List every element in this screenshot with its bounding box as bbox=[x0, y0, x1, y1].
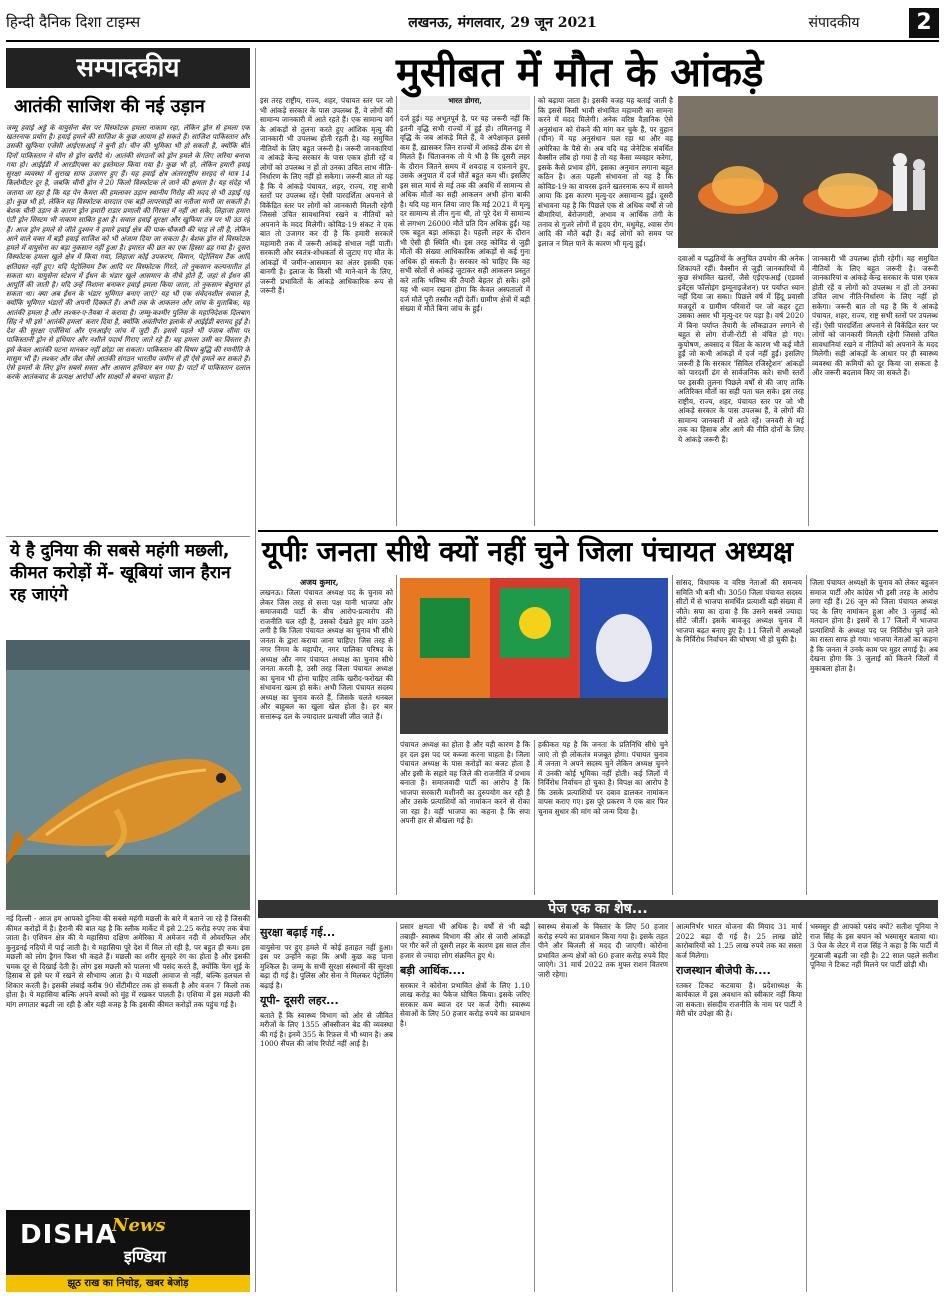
paper-name: हिन्दी दैनिक दिशा टाइम्स bbox=[6, 13, 141, 32]
bottom-col-5: भस्मसुर ही आपको पसंद क्यों? सतीश पूनिया ने राज सिंह के इस बयान को भस्मासुर बताया था। 3 पेज के लेटर में राज सिंह ने कहा है कि पार्टी में गुटबाजी बढ़ती जा रही है। 22 साल पहले सतीश पूनिया ने टिकट नहीं मिलने पर पार्टी छोड़ी थी। bbox=[810, 922, 938, 969]
top-story-headline: मुसीबत में मौत के आंकड़े bbox=[396, 50, 764, 96]
flags-illustration bbox=[400, 578, 668, 734]
disha-news-logo bbox=[6, 1210, 250, 1292]
up-story-col-1: लखनऊ। जिला पंचायत अध्यक्ष पद के चुनाव को लेकर जिस तरह से सत्ता पक्ष यानी भाजपा और समाजवादी पार्टी के बीच आरोप-प्रत्यारोप की राजनीति चल रही है, उसको देखते हुए मांग उठने लगी है कि जिला पंचायत अध्यक्ष का चुनाव भी सीधे जनता के द्वारा कराया जाना चाहिए। जिस तरह से नगर निगम के महापौर, नगर पालिका परिषद के अध्यक्ष और नगर पंचायत अध्यक्ष का चुनाव सीधे जनता करती है, उसी तरह जिला पंचायत अध्यक्ष का चुनाव भी होना चाहिए ताकि खरीद-फरोख्त की संभावना खत्म हो सके। अभी जिला पंचायत सदस्य अध्यक्ष का चुनाव करते हैं, जिसके चलते धनबल और बाहुबल का खुला खेल होता है। हर बार सत्तारूढ़ दल के ज्यादातर प्रत्याशी जीत जाते हैं। bbox=[260, 588, 393, 721]
bottom-c4-headline: राजस्थान बीजेपी के.... bbox=[676, 964, 771, 977]
fish-illustration bbox=[6, 640, 250, 910]
bottom-c2-body: प्रसार क्षमता भी अधिक है। वर्षों से भी बढ़ी तबाही- स्वास्थ्य विभाग की ओर से जारी आंकड़ों पर गौर करें तो दूसरी लहर के कारण इस साल तीन हजार से ज्यादा लोग संक्रमित हुए थे। bbox=[400, 922, 530, 960]
continued-strip: पेज एक का शेष... bbox=[258, 900, 938, 918]
page-number: 2 bbox=[909, 8, 939, 38]
section-name: संपादकीय bbox=[808, 14, 860, 31]
article-col-3-byline: भारत डोगरा, bbox=[400, 96, 530, 110]
bottom-col-4 bbox=[676, 922, 802, 1292]
article-col-3: दर्ज हुई। यह अभूतपूर्व है, पर यह जरूरी नहीं कि इतनी वृद्धि सभी राज्यों में हुई हो। तमिलनाडु में वृद्धि के जब आंकड़े मिले हैं, वे अपेक्षाकृत इससे कम हैं, ख़ासकर जिन राज्यों में आंकड़े ठीक ढंग से मिलते हैं। चिंताजनक तो ये भी है कि दूसरी लहर के दौरान जितने समय में शवदाह व दफ़नाने हुए, उसके अनुपात में दर्ज मौतें बहुत कम थीं। इसलिए इस साल मार्च से मई तक की अवधि में सामान्य से अधिक मौतों का सही आकलन अभी होना बाकी है। यदि यह मान लिया जाए कि मई 2021 में मृत्यु दर सामान्य से तीन गुना थी, तो पूरे देश में सामान्य से लगभग 26000 मौतें प्रति दिन अधिक हुईं। यह एक बहुत बड़ा आंकड़ा है। पहली लहर के दौरान भी ऐसी ही स्थिति थी। इस तरह कोविड से जुड़ी मौतों की संख्या आधिकारिक आंकड़ों से कई गुना अधिक हो सकती है। सरकार को चाहिए कि वह सभी स्रोतों से आंकड़े जुटाकर सही आकलन प्रस्तुत करे ताकि भविष्य की तैयारी बेहतर हो सके। हमें यह भी ध्यान रखना होगा कि केवल अस्पतालों में दर्ज मौतें पूरी तस्वीर नहीं देतीं। ग्रामीण क्षेत्रों में बड़ी संख्या में मौतें बिना जांच के हुईं। bbox=[400, 114, 530, 313]
bottom-c1-body-2: बताते हैं कि स्वास्थ्य विभाग को ओर से जीवित मरीजों के लिए 1355 ऑक्सीजन बेड की व्यवस्था की गई है। इनमें 355 के रिफ़ल में भी ध्यान है। अब 1000 सैंपल की जांच रिपोर्ट नहीं आई है। bbox=[260, 1010, 393, 1049]
up-story-col-5: जिला पंचायत अध्यक्षों के चुनाव को लेकर बहुजन समाज पार्टी और कांग्रेस भी इसी तरह के आरोप लगा रही हैं। 26 जून को जिला पंचायत अध्यक्ष पद के लिए नामांकन हुआ और 3 जुलाई को मतदान होना है। इसमें से 17 जिलों में भाजपा प्रत्याशियों के अध्यक्ष पद पर निर्विरोध चुने जाने का रास्ता साफ हो गया। भाजपा नेताओं का कहना है कि जनता ने उनके काम पर मुहर लगाई है। अब देखना होगा कि 3 जुलाई को कितने जिलों में मुकाबला होता है। bbox=[810, 578, 938, 673]
editorial-banner: सम्पादकीय bbox=[6, 48, 250, 88]
article-col-2: इस तरह राष्ट्रीय, राज्य, शहर, पंचायत स्तर पर जो भी आंकड़े सरकार के पास उपलब्ध हैं, वे लोगों की सामान्य जानकारी में आते रहते हैं। एक सामान्य वर्ग के आंकड़ों से तुलना करते हुए आंशिक मृत्यु की जानकारी भी उपलब्ध होती रहती है। यह समुचित नीतियों के लिए बहुत जरूरी है। जरूरी जानकारियां व आंकड़े केन्द्र सरकार के पास एकत्र होती रहें व लोगों को उपलब्ध न हों तो उनका उचित लाभ नीति-निर्धारण के लिए नहीं हो सकेगा। जरूरी बात तो यह है कि ये आंकड़े पंचायत, शहर, राज्य, राष्ट्र सभी स्तरों पर उपलब्ध रहें। ऐसी पारदर्शिता अपनाने से विकेंद्रित स्तर पर लोगों को जानकारी मिलती रहेगी जिससे उचित सावधानियां रखने व नीतियों को अपनाने के मदद मिलेगी। कोविड-19 संकट ने एक बात तो उजागर कर दी है कि हमारी सरकारें महामारी तक में जरूरी आंकड़े संभाल नहीं पातीं। सरकारी और स्वतंत्र-शोधकर्ता से जुटाए गए मौत के आंकड़ों में जमीन-आसमान का अंतर इसकी एक बानगी है। इलाज के किसी भी माने-वाने के लिए, जरूरी प्रभावितों के आंकड़े आधिकारिक रूप से जरूरी हैं। bbox=[260, 96, 393, 295]
editorial-headline: आतंकी साजिश की नई उड़ान bbox=[14, 96, 205, 117]
up-story-byline: अजय कुमार, bbox=[300, 577, 339, 587]
cremation-illustration bbox=[678, 96, 938, 248]
up-story-headline: यूपीः जनता सीधे क्यों नहीं चुने जिला पंचायत अध्यक्ष bbox=[262, 535, 794, 568]
bottom-col-2 bbox=[400, 922, 530, 1292]
bottom-col-1 bbox=[260, 922, 393, 1292]
fish-headline: ये है दुनिया की सबसे महंगी मछली, कीमत करोड़ों में- खूबियां जान हैरान रह जाएंगे bbox=[10, 541, 231, 606]
up-story-col-4: सांसद, विधायक व वरिष्ठ नेताओं की समन्वय समिति भी बनी थी। 3050 जिला पंचायत सदस्य सीटों में से भाजपा समर्थित प्रत्याशी बड़ी संख्या में जीते। सपा का दावा है कि उसने सबसे ज्यादा सीटें जीतीं। इसके बावजूद अध्यक्ष चुनाव में भाजपा बढ़त बनाए हुए है। 11 जिलों में अध्यक्षों के निर्विरोध निर्वाचन की घोषणा भी हो चुकी है। bbox=[676, 578, 802, 644]
logo-tagline: झूठ राख का निचोड़, खबर बेजोड़ bbox=[6, 1275, 250, 1292]
top-story-body-2: जानकारी भी उपलब्ध होती रहेगी। यह समुचित नीतियों के लिए बहुत जरूरी है। जरूरी जानकारियां व आंकड़े केन्द्र सरकार के पास एकत्र होती रहें व लोगों को उपलब्ध न हों तो उनका उचित लाभ नीति-निर्धारण के लिए नहीं हो सकेगा। जरूरी बात तो यह है कि ये आंकड़े पंचायत, शहर, राज्य, राष्ट्र सभी स्तरों पर उपलब्ध रहें। ऐसी पारदर्शिता अपनाने से विकेंद्रित स्तर पर लोगों को जानकारी मिलती रहेगी जिससे उचित सावधानियां रखने व नीतियों को अपनाने के मदद मिलेगी। सही आंकड़ों के आधार पर ही स्वास्थ्य व्यवस्था की कमियों को दूर किया जा सकता है और जरूरी बदलाव किए जा सकते हैं। bbox=[812, 254, 938, 377]
up-story-col-3: हकीकत यह है कि जनता के प्रतिनिधि सीधे चुने जाएं तो ही लोकतंत्र मजबूत होगा। पंचायत चुनाव में जनता ने अपने सदस्य चुने लेकिन अध्यक्ष चुनने में उनकी कोई भूमिका नहीं होती। कई जिलों में निर्विरोध निर्वाचन हो चुका है। विपक्ष का आरोप है कि उसके प्रत्याशियों पर दबाव डालकर नामांकन वापस कराए गए। इस पूरे प्रकरण ने एक बार फिर चुनाव सुधार की मांग को जन्म दिया है। bbox=[538, 740, 668, 816]
up-story-col-2: पंचायत अध्यक्ष का होता है और यही कारण है कि हर दल इस पद पर कब्जा करना चाहता है। जिला पंचायत अध्यक्ष के पास करोड़ों का बजट होता है और इसी के सहारे वह जिले की राजनीति में प्रभाव बनाता है। समाजवादी पार्टी का आरोप है कि भाजपा सरकारी मशीनरी का दुरुपयोग कर रही है और उसके प्रत्याशियों को नामांकन करने से रोका जा रहा है। वहीं भाजपा का कहना है कि सपा अपनी हार से बौखला गई है। bbox=[400, 740, 530, 825]
bottom-c2-headline: बड़ी आर्थिक.... bbox=[400, 964, 466, 977]
cremation-photo bbox=[678, 96, 938, 248]
editorial-body: जम्मू हवाई अड्डे के वायुसेना बेस पर विस्फोटक हमला नाकाम रहा, लेकिन ड्रोन से हमला एक खतरनाक प्रयोग है। हवाई हमले की साजिश के कुछ आयाम हो सकते हैं। साजिश पाकिस्तान और उसकी खुफिया एजेंसी आईएसआई ने बुनी हो। चीन की भूमिका भी हो सकती है, क्योंकि बीते दिनों पाकिस्तान ने चीन से ड्रोन खरीदे थे। आतंकी संगठनों को ड्रोन हमले के लिए जरिया बनाया गया हो। आईईडी में आरडीएक्स का इस्तेमाल किया गया है। कुछ भी हो, लेकिन हमारी हवाई सुरक्षा व्यवस्था में सुराख साफ उजागर हुए हैं। यह हवाई क्षेत्र अंतरराष्ट्रीय सरहद से मात्र 14 किलोमीटर दूर है, जबकि चीनी ड्रोन ने 20 किलो विस्फोटक ले जाने की क्षमता है। यह संदेह भी जताया जा रहा है कि यह पेन कैमरा की हमलावर उड़ान स्थानीय गिरोह की मदद से भी उड़ाई गई हो। कुछ भी हो, लेकिन यह विस्फोटक वारदात एक बड़ी लापरवाही का नतीजा मानी जा सकती है। बेशक चीनी उड़ान के कारण ड्रोन हमारी राडार प्रणाली की गिरफ्त में नहीं आ सके, लिहाजा हमारा एंटी ड्रोन सिस्टम भी नाकाम साबित हुआ है। सवाल हवाई सुरक्षा और खुफिया तंत्र पर भी उठ रहे हैं। आज ड्रोन हमले से जीते दुश्मन ने हमारे हवाई क्षेत्र की पाक-चौकसी की चाह ले ली है, लेकिन आने वाले वक्त में बड़ी हवाई साजिश को भी अंजाम दिया जा सकता है। बेशक ड्रोन से विस्फोटक हमले में वायुसेना का बड़ा नुकसान नहीं हुआ है। इमारत की छत का एक हिस्सा ढह गया है। दूसरा विस्फोटक हमला खुले क्षेत्र में किया गया, लिहाजा कोई उपकरण, विमान, पेट्रोलियम टैंक आदि क्षतिग्रस्त नहीं हुए। यदि पेट्रोलियम टैंक आदि पर विस्फोटक गिरते, तो नुकसान कल्पनातीत हो सकता था। वायुसेना स्टेशन में ईंधन के भंडार खुले आसमान के नीचे होते हैं, जहां से ईंधन की आपूर्ति की जाती है। यदि उन्हें निशाना बनाकर हवाई हमला किया जाता, तो नुकसान बेशुमार हो सकता था। क्या अब ईंधन के भंडार भूमिगत बनाए जाएं? यह भी एक संवेदनशील सवाल है, क्योंकि भूमिगत भंडारों की अपनी दिक्कतें हैं। अभी तक के आकलन और जांच के मुताबिक, यह आतंकी हमला है और लश्कर-ए-तैयबा ने कराया है। जम्मू-कश्मीर पुलिस के महानिदेशक दिलबाग सिंह ने भी इसे 'आतंकी हमला' करार दिया है, क्योंकि अवंतीपोरा इलाके से आईईडी बरामद हुई है। देश की सुरक्षा एजेंसियां और एनआईए जांच में जुटी हैं। इससे पहले भी पंजाब सीमा पर पाकिस्तानी ड्रोन से हथियार और नशीले पदार्थ गिराए जाते रहे हैं। यह हमला उसी का विस्तार है। इसे केवल आतंकी घटना मानकर नहीं छोड़ा जा सकता। पाकिस्तान की विषम बुद्धि की रणनीति के मासूम भी हैं। लश्कर और जैश जैसे आतंकी संगठन भारतीय जमीन से ही ऐसे हमले कर सकते हैं। ऐसे हमलों के लिए ड्रोन सबसे सस्ता और आसान हथियार बन गया है। पाटों में पाकिस्तान दलाल करके आतंकवाद के प्रत्यक्ष आरोपों और साक्ष्यों से बचना चाहता है। bbox=[6, 124, 250, 382]
bottom-c1-headline-2: यूपी- दूसरी लहर... bbox=[260, 994, 339, 1008]
bottom-col-3: स्वास्थ्य सेवाओं के विस्तार के लिए 50 हजार करोड़ रुपये का प्रावधान किया गया है। इसके तहत पीने और बिजली से मदद दी जाएगी। कोरोना प्रभावित अन्य क्षेत्रों को 60 हजार करोड़ रुपये दिए जाएंगे। 31 मार्च 2022 तक मुफ्त राशन वितरण जारी रहेगा। bbox=[538, 922, 668, 979]
logo-script: News bbox=[112, 1215, 166, 1236]
party-flags-photo bbox=[400, 578, 668, 734]
top-story-body: दवाओं व पद्धतियों के अनुचित उपयोग की अनेक शिकायतें रहीं। वैक्सीन से जुड़ी जानकारियों में कुछ संभावित खतरों, जैसे एईएफआई (एडवर्स इवेंट्स फॉलोइंग इम्यूनाइजेशन) पर पर्याप्त ध्यान नहीं दिया जा सका। पिछले वर्ष में हिंदू प्रवासी मजदूरों व ग्रामीण परिवारों पर जो कहर टूटा उसका असर भी मृत्यु-दर पर पड़ा है। वर्ष 2020 में बिना पर्याप्त तैयारी के लॉकडाउन लगाने से बहुत से लोग रोजी-रोटी से वंचित हो गए। कुपोषण, अवसाद व चिंता के कारण भी कई मौतें हुईं जो कभी आंकड़ों में दर्ज नहीं हुईं। इसलिए जरूरी है कि सरकार 'सिविल रजिस्ट्रेशन' आंकड़ों को पारदर्शी ढंग से सार्वजनिक करे। सभी स्तरों पर इसकी तुलना पिछले वर्षों से की जाए ताकि अतिरिक्त मौतों का सही पता चल सके। इस तरह राष्ट्रीय, राज्य, शहर, पंचायत स्तर पर जो भी आंकड़े सरकार के पास उपलब्ध हैं, वे लोगों की सामान्य जानकारी में आते रहें। जनवरी से मई तक का हिसाब और आगे की नीति दोनों के लिए ये आंकड़े जरूरी हैं। bbox=[678, 254, 804, 444]
article-col-4: को बढ़ाया जाता है। इसकी वजह यह बताई जाती है कि इससे किसी भावी संभावित महामारी का सामना करने में मदद मिलेगी। अनेक वरिष्ठ वैज्ञानिक ऐसे अनुसंधान को रोकने की मांग कर चुके हैं, पर वुहान (चीन) में यह अनुसंधान चल रहा था और वह अमेरिका के पैसे से। अब यदि यह जेनेटिक संवर्धित वैक्सीन लॉब हो गया है तो यह कैसा व्यवहार करेगा, इसके कैसे प्रभाव होंगे, इसका अनुमान लगाना बहुत कठिन है। अतः पहली संभावना तो यह है कि कोविड-19 का वायरस इतने खतरनाक रूप में सामने आया कि इस कारण मृत्यु-दर असामान्य हुई। दूसरी संभावना यह है कि पिछले एक से अधिक वर्षों से जो बीमारियां, बेरोजगारी, अभाव व आर्थिक तंगी के तनाव से गुजरे लोगों में हृदय रोग, मधुमेह, श्वास रोग आदि की मौतें बढ़ी हैं। कई लोगों को समय पर इलाज न मिल पाने के कारण भी मृत्यु हुई। bbox=[538, 96, 673, 248]
logo-subbrand: इण्डिया bbox=[124, 1247, 166, 1266]
arowana-fish-photo bbox=[6, 640, 250, 910]
bottom-c4-body: आत्मनिर्भर भारत योजना की मियाद 31 मार्च 2022 बढ़ा दी गई है। 25 लाख छोटे कारोबारियों को 1.25 लाख रुपये तक का सस्ता कर्ज मिलेगा। bbox=[676, 922, 802, 960]
fish-story-body: नई दिल्ली - आज हम आपको दुनिया की सबसे महंगी मछली के बारे में बताने जा रहे हैं जिसकी कीमत करोड़ों में है। हैरानी की बात यह है कि स्लीक मार्केट में इसे 2.25 करोड़ रुपए तक बेचा जाता है। एशियन क्षेत्र की ये महासिया दक्षिण अमेरिका में अमेजन नदी में ओवरफिल और कुनुडनई नदियों में पाई जाती है। ये महासिया पूरे देश में मिल तो रही है, पर बहुत ही कम। इस मछली को लोग ड्रैगन फिश भी कहते हैं। मछली का शरीर सुनहरे रंग का होता है और इसकी चमक दूर से दिखाई देती है। लोग इस मछली को पालना भी पसंद करते हैं, क्योंकि फेंग शुई के हिसाब से इसे घर में रखने से सौभाग्य आता है। ये मछली आवाज से नहीं, बल्कि हलचल से शिकार करती है। इसकी लंबाई करीब 90 सेंटीमीटर तक हो सकती है और वजन 7 किलो तक होता है। ये महासिया बल्कि अपने बच्चों को मुंह में रखकर पालती है। एशिया में इस मछली की मांग लगातार बढ़ती जा रही है और यही वजह है कि इसकी कीमत करोड़ों तक पहुंच गई है। bbox=[6, 914, 250, 1009]
masthead bbox=[6, 6, 939, 42]
bottom-c1-headline: सुरक्षा बढ़ाई गई... bbox=[260, 926, 336, 939]
bottom-c4-body-2: रतकर टिकट कटवाया है। प्रदेशाध्यक्ष के कार्यकाल में इस अवधान को स्वीकार नहीं किया जा सकता। संसदीय राजनीति के नाम पर पार्टी ने मेरी घोर उपेक्षा की है। bbox=[676, 980, 802, 1019]
bottom-c1-body: वायुसेना पर हुए हमले में कोई हताहत नहीं हुआ। इस पर उन्होंने कहा कि अभी कुछ कह पाना मुश्किल है। जम्मू के सभी सुरक्षा संस्थानों की सुरक्षा बढ़ा दी गई है। पुलिस और सेना ने मिलकर पेट्रोलिंग बढ़ाई है। bbox=[260, 942, 393, 990]
dateline: लखनऊ, मंगलवार, 29 जून 2021 bbox=[408, 14, 597, 31]
logo-brand: DISHA bbox=[20, 1220, 117, 1250]
bottom-c2-body-2: सरकार ने कोरोना प्रभावित क्षेत्रों के लिए 1.10 लाख करोड़ का पैकेज घोषित किया। इसके जरिए सरकार कम ब्याज दर पर कर्ज देगी। स्वास्थ्य सेवाओं के लिए 50 हजार करोड़ रुपये का प्रावधान है। bbox=[400, 980, 530, 1028]
